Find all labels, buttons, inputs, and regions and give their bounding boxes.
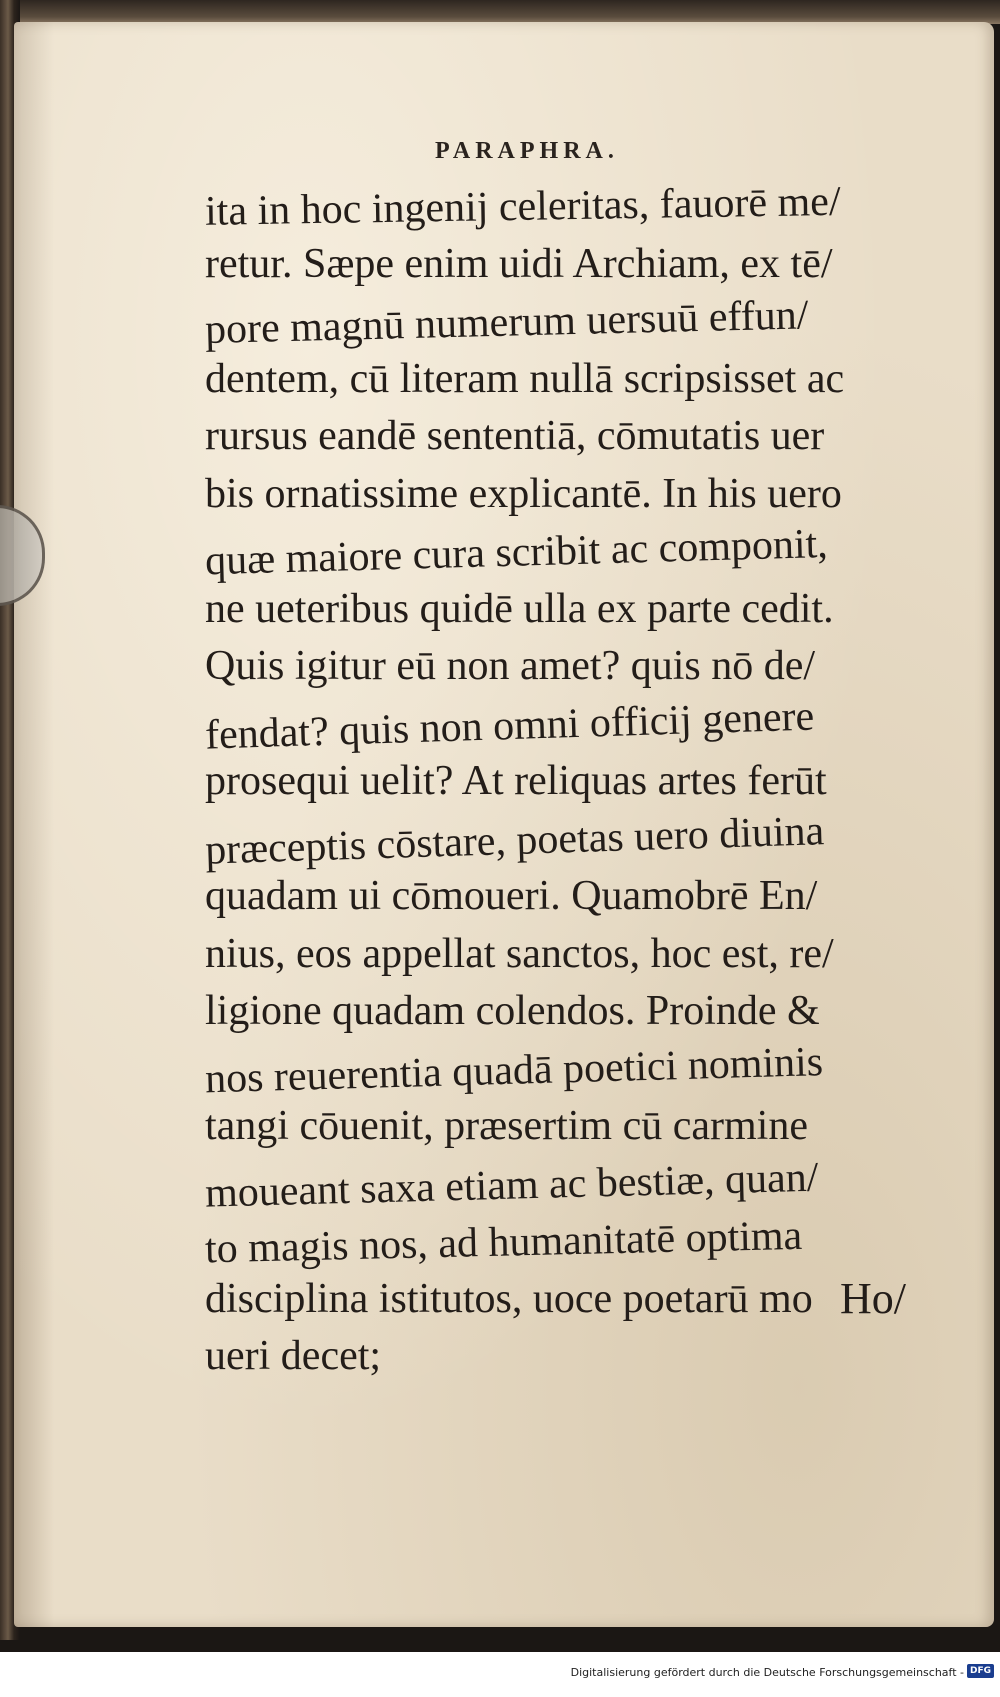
dfg-logo-icon: DFG [967,1664,994,1678]
catchword: Ho/ [840,1274,906,1323]
text-line: bis ornatissime explicantē. In his uero [205,470,842,517]
text-line: to magis nos, ad humanitatē optima [204,1212,803,1273]
text-line: præceptis cōstare, poetas uero diuina [204,807,825,874]
body-text [205,178,945,1386]
running-head: PARAPHRA. [435,138,619,164]
text-line: ne ueteribus quidē ulla ex parte cedit. [205,585,834,632]
digitization-footer [0,1652,1000,1697]
text-line: quæ maiore cura scribit ac componit, [204,520,829,585]
text-line: quadam ui cōmoueri. Quamobrē En/ [205,873,818,919]
text-line: moueant saxa etiam ac bestiæ, quan/ [204,1154,819,1217]
text-line: Quis igitur eū non amet? quis nō de/ [205,643,816,689]
text-line: fendat? quis non omni officij genere [204,692,815,759]
text-line: nius, eos appellat sanctos, hoc est, re/ [205,930,834,977]
text-line: rursus eandē sententiā, cōmutatis uer [205,413,825,459]
text-line: retur. Sæpe enim uidi Archiam, ex tē/ [205,240,833,287]
text-line: ueri decet; [205,1333,382,1379]
text-line: tangi cōuenit, præsertim cū carmine [205,1103,808,1149]
text-line: pore magnū numerum uersuū effun/ [204,292,809,354]
text-line: nos reuerentia quadā poetici nominis [204,1038,824,1102]
text-line: ita in hoc ingenij celeritas, fauorē me/ [204,178,841,235]
book-top-edge [20,0,1000,24]
text-line: prosequi uelit? At reliquas artes ferūt [205,758,827,804]
text-line: disciplina istitutos, uoce poetarū mo [205,1275,813,1322]
funding-credit: Digitalisierung gefördert durch die Deutsche Forschungsgemeinschaft - [570,1666,964,1679]
text-line: dentem, cū literam nullā scripsisset ac [205,355,845,402]
text-line: ligione quadam colendos. Proinde & [205,988,820,1034]
